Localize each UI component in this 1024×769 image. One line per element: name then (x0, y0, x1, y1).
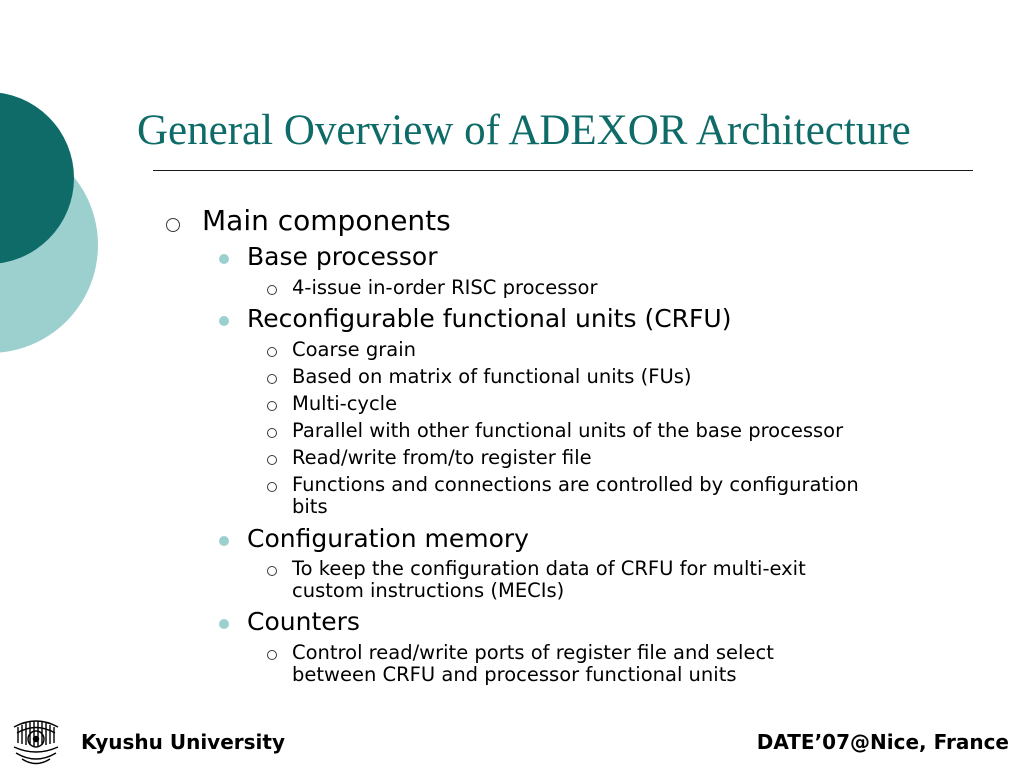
list-item-text: Base processor (247, 242, 438, 271)
list-item-level-3 (292, 366, 692, 388)
small-hollow-bullet-icon (267, 482, 277, 492)
list-item-text: Parallel with other functional units of the base processor (292, 419, 844, 442)
footer-institution: Kyushu University (81, 730, 285, 754)
list-item-level-2 (247, 607, 360, 637)
list-item-text: Control read/write ports of register file and select (292, 641, 774, 664)
list-item-level-3 (292, 339, 416, 361)
small-hollow-bullet-icon (267, 347, 277, 357)
list-item-text: Main components (202, 204, 451, 237)
list-item-text: Based on matrix of functional units (FUs) (292, 365, 692, 388)
filled-bullet-icon (219, 536, 229, 546)
list-item-text: To keep the configuration data of CRFU for multi-exit (292, 557, 806, 580)
small-hollow-bullet-icon (267, 566, 277, 576)
list-item-level-2 (247, 242, 437, 272)
slide-title: General Overview of ADEXOR Architecture (137, 107, 911, 154)
small-hollow-bullet-icon (267, 428, 277, 438)
filled-bullet-icon (219, 254, 229, 264)
list-item-level-3 (292, 393, 397, 415)
list-item-level-1 (202, 204, 451, 238)
list-item-level-3 (292, 447, 592, 469)
small-hollow-bullet-icon (267, 401, 277, 411)
list-item-level-3 (292, 420, 843, 442)
list-item-text: Multi-cycle (292, 392, 398, 415)
list-item-text: Reconfigurable functional units (CRFU) (247, 304, 732, 333)
list-item-level-2 (247, 524, 529, 554)
list-item-text: Configuration memory (247, 524, 529, 553)
small-hollow-bullet-icon (267, 650, 277, 660)
small-hollow-bullet-icon (267, 374, 277, 384)
filled-bullet-icon (219, 619, 229, 629)
filled-bullet-icon (219, 316, 229, 326)
list-item-text: Counters (247, 607, 360, 636)
list-item-level-3 (292, 558, 806, 602)
list-item-text: Functions and connections are controlled by configuration (292, 473, 859, 496)
list-item-level-3 (292, 277, 597, 299)
list-item-continuation: bits (292, 495, 328, 518)
list-item-continuation: between CRFU and processor functional units (292, 663, 737, 686)
list-item-text: Coarse grain (292, 338, 416, 361)
list-item-level-3 (292, 642, 774, 686)
list-item-continuation: custom instructions (MECIs) (292, 579, 565, 602)
list-item-text: 4-issue in-order RISC processor (292, 276, 598, 299)
university-emblem-icon (8, 713, 64, 769)
list-item-level-2 (247, 304, 731, 334)
list-item-level-3 (292, 474, 859, 518)
list-item-text: Read/write from/to register file (292, 446, 592, 469)
small-hollow-bullet-icon (267, 455, 277, 465)
small-hollow-bullet-icon (267, 285, 277, 295)
footer-event: DATE’07@Nice, France (756, 730, 1009, 754)
hollow-bullet-icon (166, 218, 180, 232)
